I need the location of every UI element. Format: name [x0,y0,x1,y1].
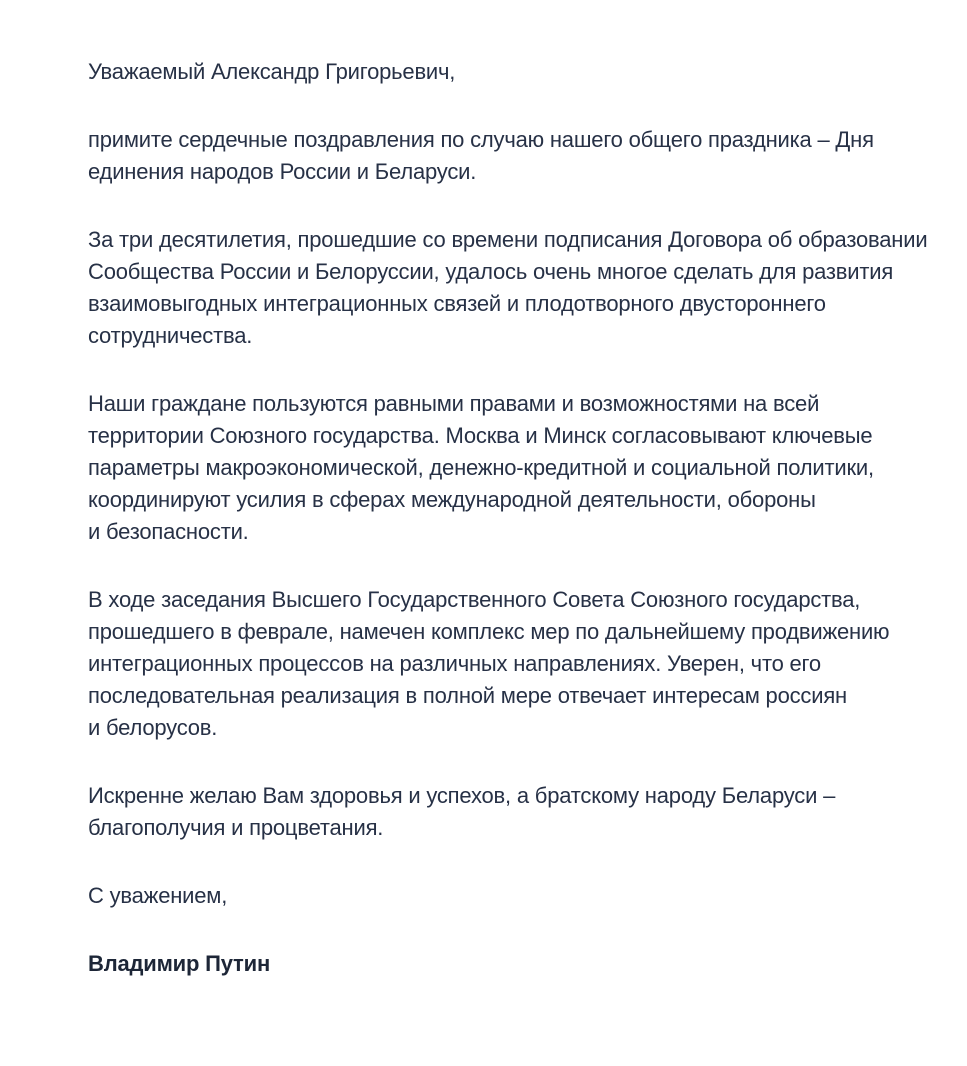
text-line: примите сердечные поздравления по случаю нашего общего праздника – Дня [88,127,874,152]
salutation-paragraph [88,56,907,88]
text-line: и безопасности. [88,519,249,544]
text-line: прошедшего в феврале, намечен комплекс мер по дальнейшему продвижению [88,619,890,644]
salutation-line: Уважаемый Александр Григорьевич, [88,59,456,84]
text-line: единения народов России и Беларуси. [88,159,477,184]
text-line: сотрудничества. [88,323,253,348]
text-line: За три десятилетия, прошедшие со времени подписания Договора об образовании [88,227,928,252]
text-line: территории Союзного государства. Москва и Минск согласовывают ключевые [88,423,873,448]
text-line: взаимовыгодных интеграционных связей и плодотворного двустороннего [88,291,826,316]
text-line: и белорусов. [88,715,218,740]
text-line: В ходе заседания Высшего Государственного Совета Союзного государства, [88,587,861,612]
paragraph [88,388,907,548]
text-line: Наши граждане пользуются равными правами и возможностями на всей [88,391,820,416]
text-line: интеграционных процессов на различных направлениях. Уверен, что его [88,651,821,676]
text-line: Искренне желаю Вам здоровья и успехов, а братскому народу Беларуси – [88,783,836,808]
paragraph [88,780,907,844]
text-line: последовательная реализация в полной мере отвечает интересам россиян [88,683,847,708]
text-line: Сообщества России и Белоруссии, удалось очень многое сделать для развития [88,259,894,284]
signature-paragraph [88,948,907,980]
paragraph [88,584,907,744]
paragraph [88,124,907,188]
paragraph [88,224,928,352]
closing-paragraph [88,880,907,912]
signature: Владимир Путин [88,951,271,976]
text-line: благополучия и процветания. [88,815,384,840]
text-line: параметры макроэкономической, денежно-кредитной и социальной политики, [88,455,874,480]
closing-line: С уважением, [88,883,228,908]
text-line: координируют усилия в сферах международной деятельности, обороны [88,487,816,512]
